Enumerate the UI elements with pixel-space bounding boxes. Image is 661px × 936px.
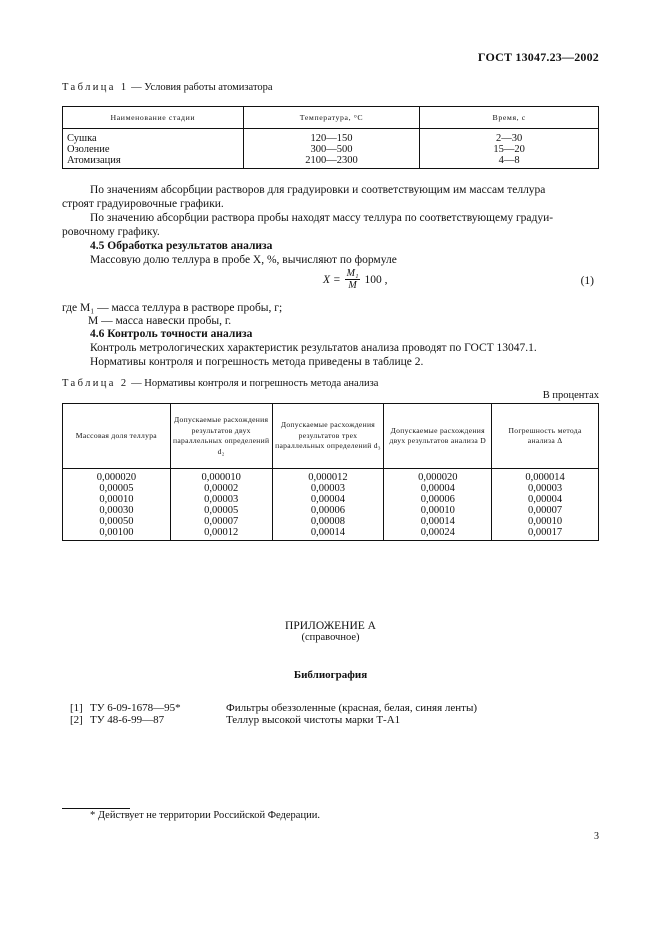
table2-cell: 0,00003 [204,494,239,505]
paragraph-calibration-2: строят градуировочные графики. [62,198,224,210]
formula-fraction [345,268,361,291]
bib-item-2-description: Теллур высокой чистоты марки Т-А1 [226,714,401,726]
page-number: 3 [594,831,599,842]
stage-time: 4—8 [498,155,520,166]
bibliography-title: Библиография [293,669,368,681]
stage-time: 2—30 [496,133,523,144]
formula-numerator: M₁ [346,268,359,279]
table2-cell: 0,00050 [99,516,134,527]
table2-cell: 0,00008 [310,516,346,527]
table1-caption-label: Таблица 1 [62,82,129,93]
bib-item-1-number: [1] [70,702,83,714]
table2-cell: 0,00003 [528,483,563,494]
appendix-title: ПРИЛОЖЕНИЕ А [285,620,376,632]
table2-cell: 0,00024 [420,527,455,538]
table1-row [63,129,599,169]
table1-caption [62,82,273,93]
stage-time: 15—20 [493,144,525,155]
bib-item-1-description: Фильтры обеззоленные (красная, белая, синяя ленты) [226,702,478,714]
paragraph-calibration-1: По значениям абсорбции растворов для градуировки и соответствующим им массам теллура [90,184,546,196]
table2-cell: 0,00017 [528,527,563,538]
table2-cell: 0,000020 [96,472,137,483]
table1-times-cell [420,129,599,169]
table2-cell: 0,00004 [420,483,455,494]
table2-cell: 0,000012 [308,472,348,483]
table2-row [63,469,599,541]
formula-rest: 100 , [364,273,388,286]
where-line-2: M — масса навески пробы, г. [88,315,232,327]
table2-cell: 0,00006 [310,505,346,516]
table2-header-mass-fraction: Массовая доля теллура [63,404,171,469]
table2-cell: 0,00006 [420,494,455,505]
table2-header-d2: Допускаемые расхождения результатов двух параллельных определений d₂ [170,404,272,469]
table2-cell: 0,00005 [99,483,134,494]
table2-cell: 0,00003 [310,483,346,494]
where-line-1: где M₁ — масса теллура в растворе пробы, г; [62,302,283,314]
paragraph-formula-intro: Массовую долю теллура в пробе X, %, вычисляют по формуле [90,254,397,266]
table2-control-norms [62,403,599,541]
bib-item-2-number: [2] [70,714,83,726]
formula-1 [323,268,387,291]
bib-item-2-code: ТУ 48-6-99—87 [90,714,165,726]
section-4-5-heading: 4.5 Обработка результатов анализа [90,240,273,252]
table1-stages-cell [63,129,244,169]
table2-col-mass-fraction [63,469,171,541]
stage-temperature: 120—150 [310,133,353,144]
document-id: ГОСТ 13047.23—2002 [477,50,599,64]
formula-denominator: M [348,280,357,291]
table2-cell: 0,000010 [201,472,241,483]
paragraph-control: Контроль метрологических характеристик результатов анализа проводят по ГОСТ 13047.1. [90,342,537,354]
footnote: * Действует не территории Российской Федерации. [90,810,320,821]
table2-caption-label: Таблица 2 [62,378,129,389]
paragraph-norms: Нормативы контроля и погрешность метода приведены в таблице 2. [90,356,424,368]
section-4-6-heading: 4.6 Контроль точности анализа [90,328,253,340]
table1-atomizer-conditions [62,106,599,169]
formula-number: (1) [580,275,594,287]
table2-header-D: Допускаемые расхождения двух результатов анализа D [384,404,492,469]
table2-units: В процентах [542,390,599,401]
table2-caption [62,378,378,389]
table2-cell: 0,000014 [525,472,565,483]
table2-cell: 0,00010 [420,505,455,516]
table1-caption-title: — Условия работы атомизатора [128,82,273,93]
table1-temperatures-cell [243,129,420,169]
table2-cell: 0,00005 [204,505,239,516]
table2-cell: 0,00100 [99,527,134,538]
table2-cell: 0,00014 [420,516,455,527]
table2-col-error [492,469,599,541]
table1-header-temperature: Температура, °С [243,107,420,129]
table2-col-d3 [272,469,384,541]
footnote-separator [62,808,130,809]
stage-temperature: 300—500 [310,144,353,155]
bib-item-1-code: ТУ 6-09-1678—95* [90,702,181,714]
table2-cell: 0,000020 [418,472,458,483]
table1-header-stage: Наименование стадии [63,107,244,129]
stage-name: Сушка [67,133,97,144]
appendix-subtitle: (справочное) [301,632,360,643]
table2-header-d3: Допускаемые расхождения результатов трех параллельных определений d₃ [272,404,384,469]
table2-cell: 0,00002 [204,483,239,494]
paragraph-sample-2: ровочному графику. [62,226,160,238]
table2-cell: 0,00007 [528,505,563,516]
table2-cell: 0,00012 [204,527,239,538]
table2-header-error: Погрешность метода анализа Δ [492,404,599,469]
table2-col-D [384,469,492,541]
table2-col-d2 [170,469,272,541]
paragraph-sample-1: По значению абсорбции раствора пробы находят массу теллура по соответствующему градуи- [90,212,554,224]
table2-cell: 0,00030 [99,505,134,516]
stage-name: Атомизация [67,155,121,166]
table2-cell: 0,00010 [528,516,563,527]
table1-header-time: Время, с [420,107,599,129]
table2-caption-title: — Нормативы контроля и погрешность метода анализа [128,378,379,389]
table2-cell: 0,00014 [310,527,346,538]
table2-cell: 0,00007 [204,516,239,527]
stage-temperature: 2100—2300 [305,155,358,166]
table2-cell: 0,00004 [310,494,346,505]
stage-name: Озоление [67,144,110,155]
formula-lhs: X = [323,273,341,286]
table2-cell: 0,00004 [528,494,563,505]
table2-cell: 0,00010 [99,494,134,505]
